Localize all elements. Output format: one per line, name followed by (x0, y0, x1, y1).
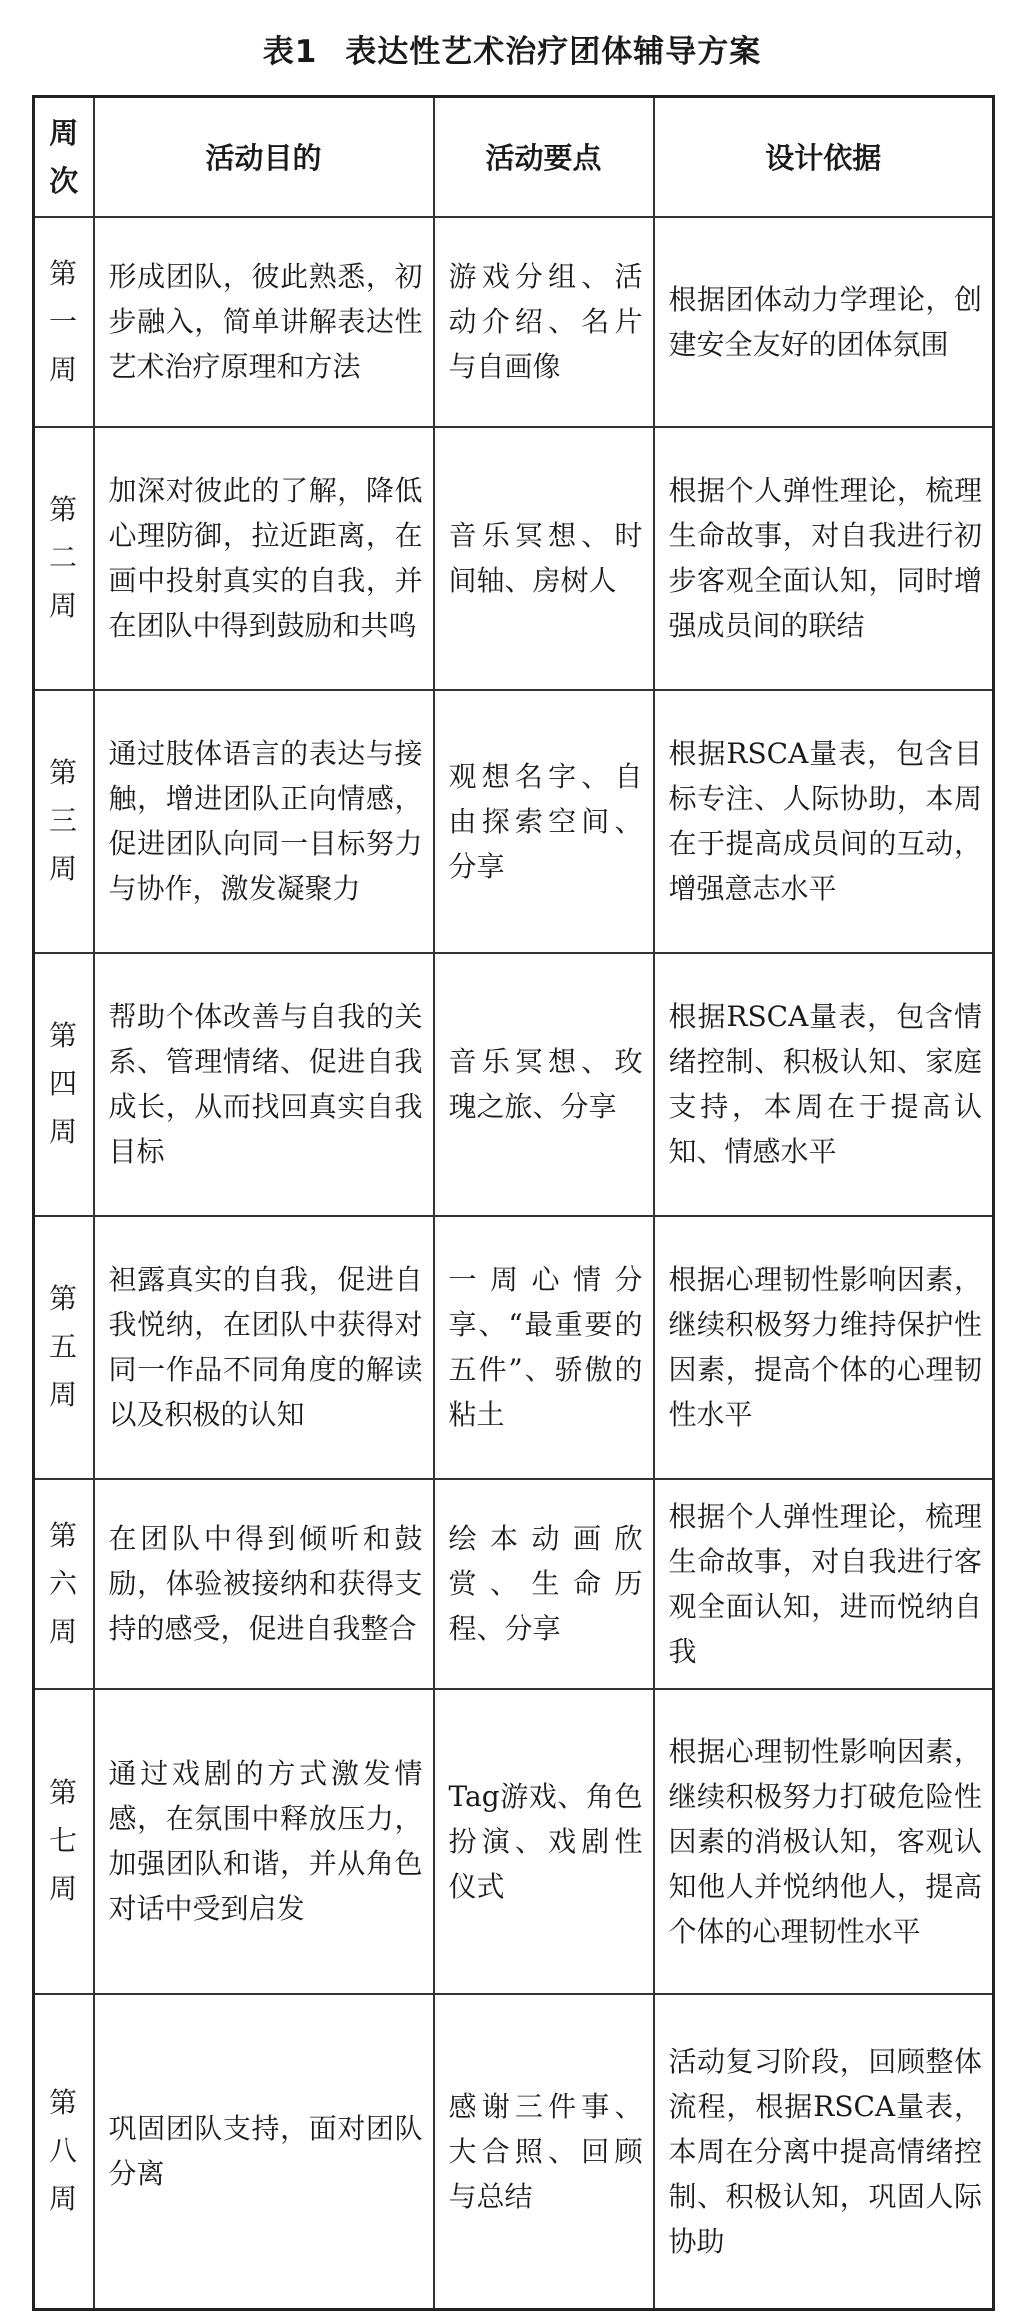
basis-cell: 根据团体动力学理论，创建安全友好的团体氛围 (654, 217, 994, 427)
week-cell: 第二周 (34, 427, 94, 690)
week-cell: 第六周 (34, 1479, 94, 1689)
table-number: 表1 (262, 33, 318, 70)
table-row (34, 953, 994, 1216)
goal-cell: 通过肢体语言的表达与接触，增进团队正向情感，促进团队向同一目标努力与协作，激发凝聚力 (94, 690, 434, 953)
goal-cell: 帮助个体改善与自我的关系、管理情绪、促进自我成长，从而找回真实自我目标 (94, 953, 434, 1216)
week-cell: 第八周 (34, 1994, 94, 2310)
header-points: 活动要点 (434, 97, 654, 217)
basis-cell: 根据个人弹性理论，梳理生命故事，对自我进行客观全面认知，进而悦纳自我 (654, 1479, 994, 1689)
goal-cell: 在团队中得到倾听和鼓励，体验被接纳和获得支持的感受，促进自我整合 (94, 1479, 434, 1689)
points-cell: 音乐冥想、时间轴、房树人 (434, 427, 654, 690)
goal-cell: 袒露真实的自我，促进自我悦纳，在团队中获得对同一作品不同角度的解读以及积极的认知 (94, 1216, 434, 1479)
table-row (34, 1479, 994, 1689)
table-row (34, 427, 994, 690)
table-caption (0, 18, 1024, 78)
header-basis: 设计依据 (654, 97, 994, 217)
goal-cell: 加深对彼此的了解，降低心理防御，拉近距离，在画中投射真实的自我，并在团队中得到鼓励和共鸣 (94, 427, 434, 690)
week-cell: 第三周 (34, 690, 94, 953)
points-cell: Tag游戏、角色扮演、戏剧性仪式 (434, 1689, 654, 1994)
points-cell: 一周心情分享、“最重要的五件”、骄傲的粘土 (434, 1216, 654, 1479)
table-row (34, 1216, 994, 1479)
week-cell: 第五周 (34, 1216, 94, 1479)
program-table (32, 95, 995, 2311)
table-row (34, 1689, 994, 1994)
points-cell: 绘本动画欣赏、生命历程、分享 (434, 1479, 654, 1689)
week-cell: 第一周 (34, 217, 94, 427)
week-cell: 第七周 (34, 1689, 94, 1994)
basis-cell: 根据心理韧性影响因素，继续积极努力维持保护性因素，提高个体的心理韧性水平 (654, 1216, 994, 1479)
header-goal: 活动目的 (94, 97, 434, 217)
basis-cell: 根据个人弹性理论，梳理生命故事，对自我进行初步客观全面认知，同时增强成员间的联结 (654, 427, 994, 690)
goal-cell: 通过戏剧的方式激发情感，在氛围中释放压力，加强团队和谐，并从角色对话中受到启发 (94, 1689, 434, 1994)
basis-cell: 活动复习阶段，回顾整体流程，根据RSCA量表，本周在分离中提高情绪控制、积极认知，巩固人际协助 (654, 1994, 994, 2310)
basis-cell: 根据RSCA量表，包含情绪控制、积极认知、家庭支持，本周在于提高认知、情感水平 (654, 953, 994, 1216)
basis-cell: 根据RSCA量表，包含目标专注、人际协助，本周在于提高成员间的互动，增强意志水平 (654, 690, 994, 953)
points-cell: 音乐冥想、玫瑰之旅、分享 (434, 953, 654, 1216)
week-cell: 第四周 (34, 953, 94, 1216)
goal-cell: 形成团队，彼此熟悉，初步融入，简单讲解表达性艺术治疗原理和方法 (94, 217, 434, 427)
points-cell: 感谢三件事、大合照、回顾与总结 (434, 1994, 654, 2310)
basis-cell: 根据心理韧性影响因素，继续积极努力打破危险性因素的消极认知，客观认知他人并悦纳他人，提高个体的心理韧性水平 (654, 1689, 994, 1994)
header-row (34, 97, 994, 217)
points-cell: 游戏分组、活动介绍、名片与自画像 (434, 217, 654, 427)
table-title: 表达性艺术治疗团体辅导方案 (345, 33, 762, 70)
table-row (34, 217, 994, 427)
header-week: 周次 (34, 97, 94, 217)
goal-cell: 巩固团队支持，面对团队分离 (94, 1994, 434, 2310)
points-cell: 观想名字、自由探索空间、分享 (434, 690, 654, 953)
table-row (34, 1994, 994, 2310)
table-row (34, 690, 994, 953)
